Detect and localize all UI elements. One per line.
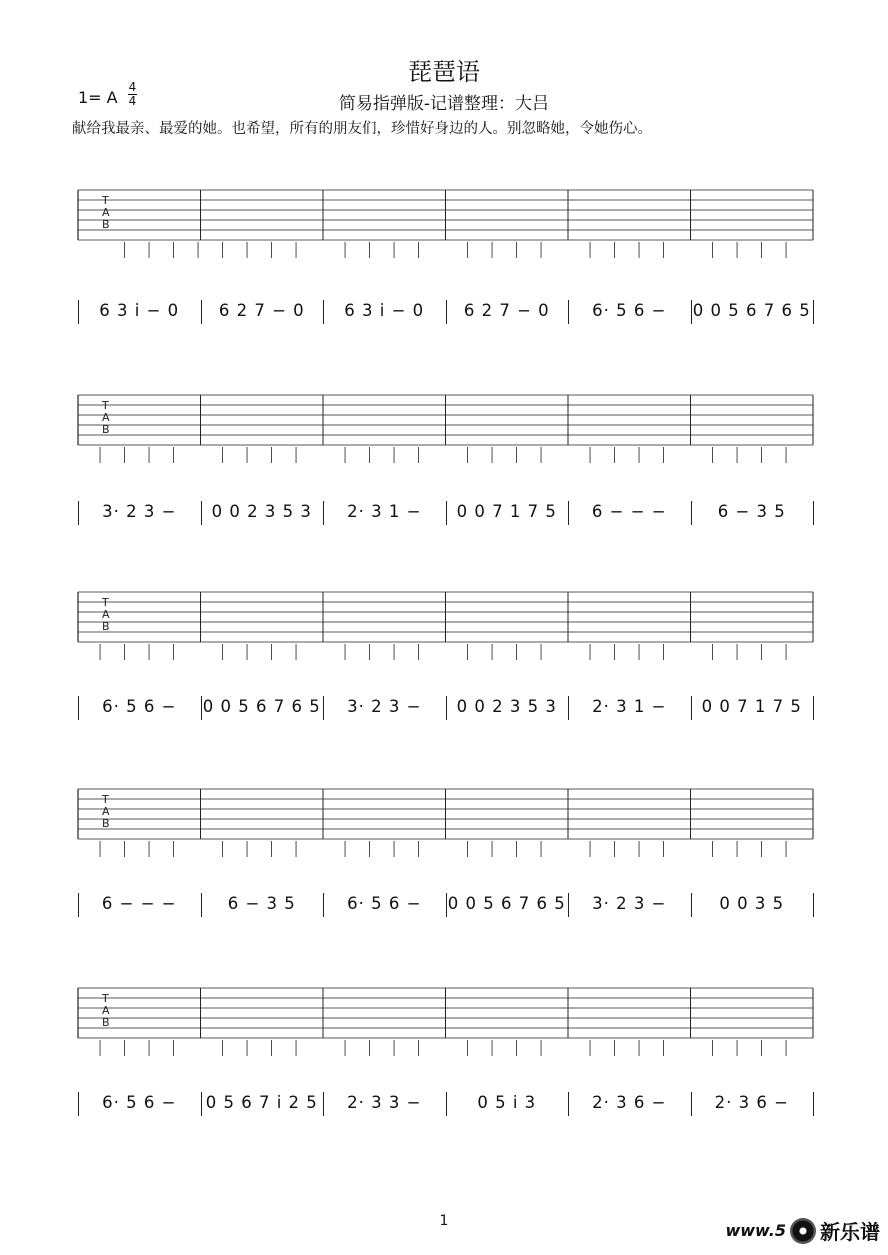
jianpu-measure: 2· 3 1 −: [347, 502, 422, 521]
tab-clef-letter: A: [102, 206, 110, 219]
jianpu-measure: 0 5 6 7 i 2 5: [205, 1093, 318, 1112]
jianpu-barline: [691, 893, 692, 917]
jianpu-barline: [691, 1092, 692, 1116]
tab-staff: [0, 185, 888, 265]
vinyl-disc-icon: [790, 1218, 816, 1244]
jianpu-line: [78, 692, 813, 722]
jianpu-line: [78, 889, 813, 919]
jianpu-measure: 6 2 7 − 0: [218, 301, 305, 320]
jianpu-barline: [323, 696, 324, 720]
jianpu-barline: [201, 1092, 202, 1116]
jianpu-measure: 0 5 i 3: [477, 1093, 537, 1112]
jianpu-measure: 2· 3 6 −: [592, 1093, 667, 1112]
jianpu-measure: 6 − − −: [101, 894, 177, 913]
jianpu-measure: 2· 3 3 −: [347, 1093, 422, 1112]
jianpu-measure: 6 − 3 5: [717, 502, 786, 521]
time-signature-bottom: 4: [128, 94, 137, 108]
jianpu-barline: [446, 696, 447, 720]
jianpu-barline: [446, 501, 447, 525]
jianpu-barline: [201, 501, 202, 525]
tab-clef-letter: T: [102, 992, 109, 1005]
jianpu-barline: [201, 893, 202, 917]
jianpu-barline: [568, 501, 569, 525]
jianpu-barline: [568, 696, 569, 720]
jianpu-measure: 2· 3 1 −: [592, 697, 667, 716]
jianpu-barline: [813, 893, 814, 917]
jianpu-barline: [813, 696, 814, 720]
tab-clef-letter: A: [102, 608, 110, 621]
jianpu-barline: [691, 300, 692, 324]
jianpu-barline: [201, 696, 202, 720]
jianpu-measure: 0 0 5 6 7 6 5: [692, 301, 811, 320]
subtitle: 简易指弹版-记谱整理：大吕: [338, 94, 550, 114]
jianpu-barline: [568, 1092, 569, 1116]
jianpu-barline: [813, 1092, 814, 1116]
tab-clef-letter: T: [102, 596, 109, 609]
tab-clef-letter: A: [102, 1004, 110, 1017]
tab-staff: [0, 390, 888, 470]
tab-staff: [0, 784, 888, 864]
jianpu-measure: 6· 5 6 −: [592, 301, 667, 320]
jianpu-line: [78, 1088, 813, 1118]
jianpu-measure: 0 0 7 1 7 5: [456, 502, 557, 521]
jianpu-barline: [323, 1092, 324, 1116]
jianpu-barline: [691, 501, 692, 525]
tab-staff: [0, 587, 888, 667]
jianpu-barline: [691, 696, 692, 720]
jianpu-measure: 6· 5 6 −: [102, 697, 177, 716]
jianpu-barline: [78, 501, 79, 525]
jianpu-measure: 3· 2 3 −: [347, 697, 422, 716]
jianpu-measure: 0 0 2 3 5 3: [456, 697, 557, 716]
page-number: 1: [439, 1213, 449, 1229]
jianpu-measure: 6 2 7 − 0: [463, 301, 550, 320]
jianpu-barline: [446, 1092, 447, 1116]
jianpu-barline: [78, 300, 79, 324]
jianpu-barline: [568, 893, 569, 917]
tab-clef-letter: B: [102, 423, 110, 436]
jianpu-barline: [323, 300, 324, 324]
jianpu-measure: 2· 3 6 −: [714, 1093, 789, 1112]
site-watermark: [725, 1216, 880, 1245]
page-title: 琵琶语: [408, 58, 480, 86]
jianpu-barline: [813, 300, 814, 324]
jianpu-measure: 6 3 i̇ − 0: [344, 301, 425, 320]
jianpu-barline: [813, 501, 814, 525]
watermark-brand: 新乐谱: [820, 1220, 880, 1244]
watermark-url: www.5: [725, 1221, 786, 1240]
jianpu-measure: 0 0 5 6 7 6 5: [447, 894, 566, 913]
jianpu-measure: 3· 2 3 −: [102, 502, 177, 521]
jianpu-barline: [78, 893, 79, 917]
jianpu-measure: 6· 5 6 −: [102, 1093, 177, 1112]
jianpu-measure: 0 0 5 6 7 6 5: [202, 697, 321, 716]
jianpu-barline: [323, 893, 324, 917]
tab-clef-letter: A: [102, 411, 110, 424]
jianpu-measure: 6· 5 6 −: [347, 894, 422, 913]
jianpu-measure: 3· 2 3 −: [592, 894, 667, 913]
jianpu-measure: 0 0 7 1 7 5: [701, 697, 802, 716]
tab-clef-letter: A: [102, 805, 110, 818]
tab-clef-letter: B: [102, 620, 110, 633]
jianpu-barline: [78, 696, 79, 720]
jianpu-measure: 6 − 3 5: [227, 894, 296, 913]
tab-clef-letter: B: [102, 218, 110, 231]
jianpu-measure: 6 − − −: [591, 502, 667, 521]
key-signature: 1= A: [78, 88, 118, 107]
jianpu-barline: [568, 300, 569, 324]
time-signature-top: 4: [128, 80, 137, 94]
jianpu-barline: [446, 893, 447, 917]
jianpu-line: [78, 497, 813, 527]
jianpu-measure: 6 3 i̇ − 0: [99, 301, 180, 320]
jianpu-line: [78, 296, 813, 326]
jianpu-barline: [323, 501, 324, 525]
tab-clef-letter: B: [102, 817, 110, 830]
tab-clef-letter: B: [102, 1016, 110, 1029]
jianpu-barline: [201, 300, 202, 324]
jianpu-barline: [446, 300, 447, 324]
tab-clef-letter: T: [102, 194, 109, 207]
jianpu-barline: [78, 1092, 79, 1116]
jianpu-measure: 0 0 2 3 5 3: [211, 502, 312, 521]
tab-clef-letter: T: [102, 793, 109, 806]
tab-staff: [0, 983, 888, 1063]
dedication-text: 献给我最亲、最爱的她。也希望，所有的朋友们，珍惜好身边的人。别忽略她，令她伤心。: [72, 121, 652, 137]
tab-clef-letter: T: [102, 399, 109, 412]
jianpu-measure: 0 0 3 5: [719, 894, 785, 913]
